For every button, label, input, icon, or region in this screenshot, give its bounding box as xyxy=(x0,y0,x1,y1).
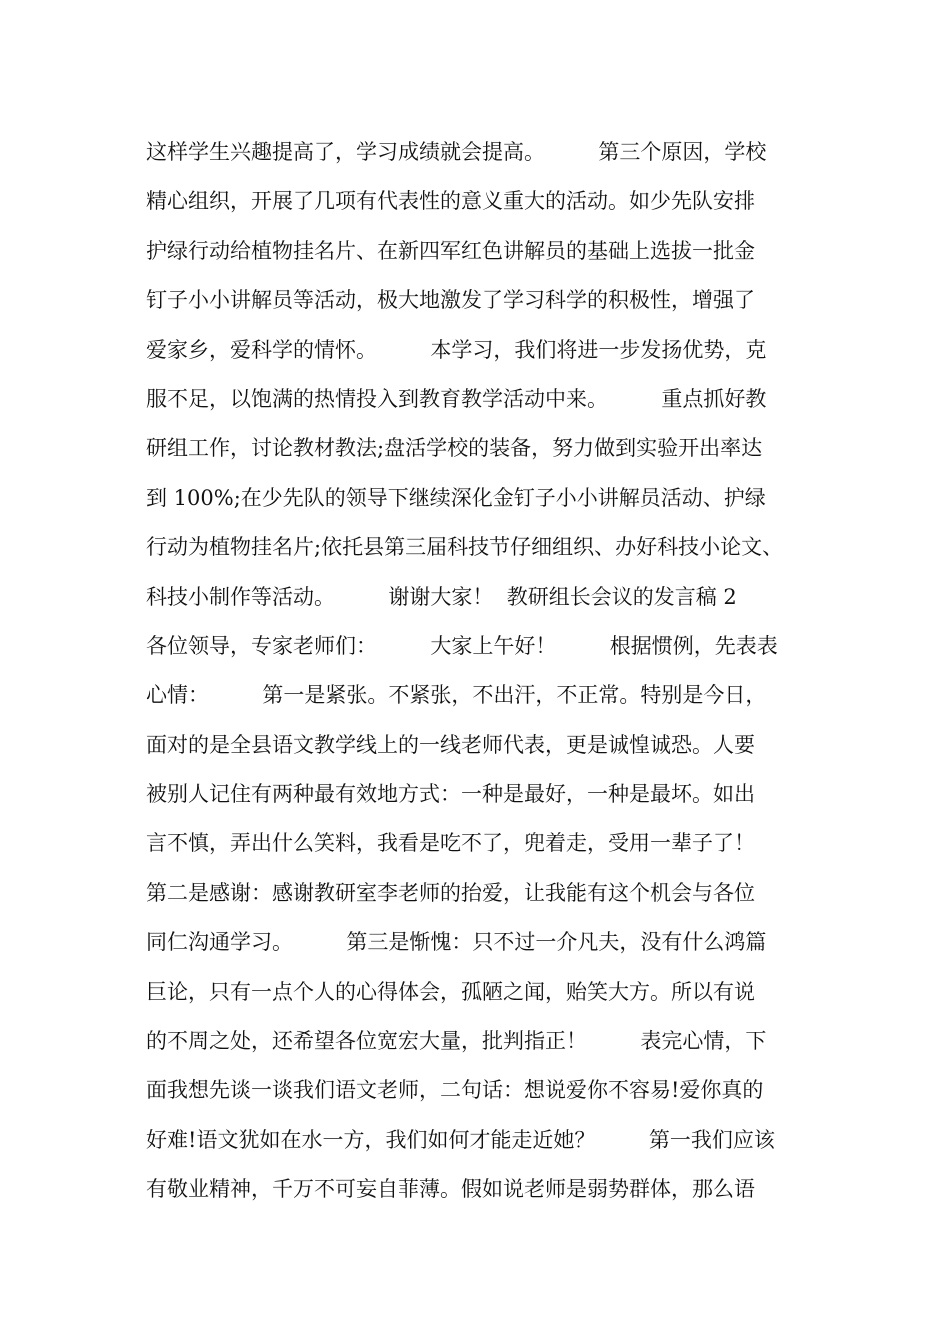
text-line: 精心组织，开展了几项有代表性的意义重大的活动。如少先队安排 xyxy=(146,189,755,214)
text-line: 的不周之处，还希望各位宽宏大量，批判指正！ 表完心情，下 xyxy=(146,1029,767,1054)
text-line: 面我想先谈一谈我们语文老师，二句话：想说爱你不容易!爱你真的 xyxy=(146,1078,764,1103)
text-line: 面对的是全县语文教学线上的一线老师代表，更是诚惶诚恐。人要 xyxy=(146,732,755,757)
text-line: 到 100%;在少先队的领导下继续深化金钉子小小讲解员活动、护绿 xyxy=(146,485,766,510)
text-line: 被别人记住有两种最有效地方式：一种是最好，一种是最坏。如出 xyxy=(146,782,755,807)
text-line: 好难!语文犹如在水一方，我们如何才能走近她？ 第一我们应该 xyxy=(146,1127,775,1152)
text-line: 有敬业精神，千万不可妄自菲薄。假如说老师是弱势群体，那么语 xyxy=(146,1177,755,1202)
text-line: 同仁沟通学习。 第三是惭愧：只不过一介凡夫，没有什么鸿篇 xyxy=(146,930,767,955)
text-line: 心情： 第一是紧张。不紧张，不出汗，不正常。特别是今日， xyxy=(146,683,767,708)
text-line: 钉子小小讲解员等活动，极大地激发了学习科学的积极性，增强了 xyxy=(146,288,755,313)
text-line: 服不足，以饱满的热情投入到教育教学活动中来。 重点抓好教 xyxy=(146,386,767,411)
text-line: 各位领导，专家老师们： 大家上午好！ 根据惯例，先表表 xyxy=(146,633,778,658)
text-line: 爱家乡，爱科学的情怀。 本学习，我们将进一步发扬优势，克 xyxy=(146,337,767,362)
text-line: 第二是感谢：感谢教研室李老师的抬爱，让我能有这个机会与各位 xyxy=(146,880,755,905)
text-line: 巨论，只有一点个人的心得体会，孤陋之闻，贻笑大方。所以有说 xyxy=(146,979,755,1004)
text-line: 护绿行动给植物挂名片、在新四军红色讲解员的基础上选拔一批金 xyxy=(146,238,755,263)
text-line: 这样学生兴趣提高了，学习成绩就会提高。 第三个原因，学校 xyxy=(146,140,767,164)
body-text xyxy=(146,128,826,1215)
text-line: 言不慎，弄出什么笑料，我看是吃不了，兜着走，受用一辈子了！ xyxy=(146,831,755,856)
text-line: 研组工作，讨论教材教法;盘活学校的装备，努力做到实验开出率达 xyxy=(146,436,763,461)
text-line: 科技小制作等活动。 谢谢大家！ 教研组长会议的发言稿 2 xyxy=(146,584,737,609)
text-line: 行动为植物挂名片;依托县第三届科技节仔细组织、办好科技小论文、 xyxy=(146,535,784,560)
